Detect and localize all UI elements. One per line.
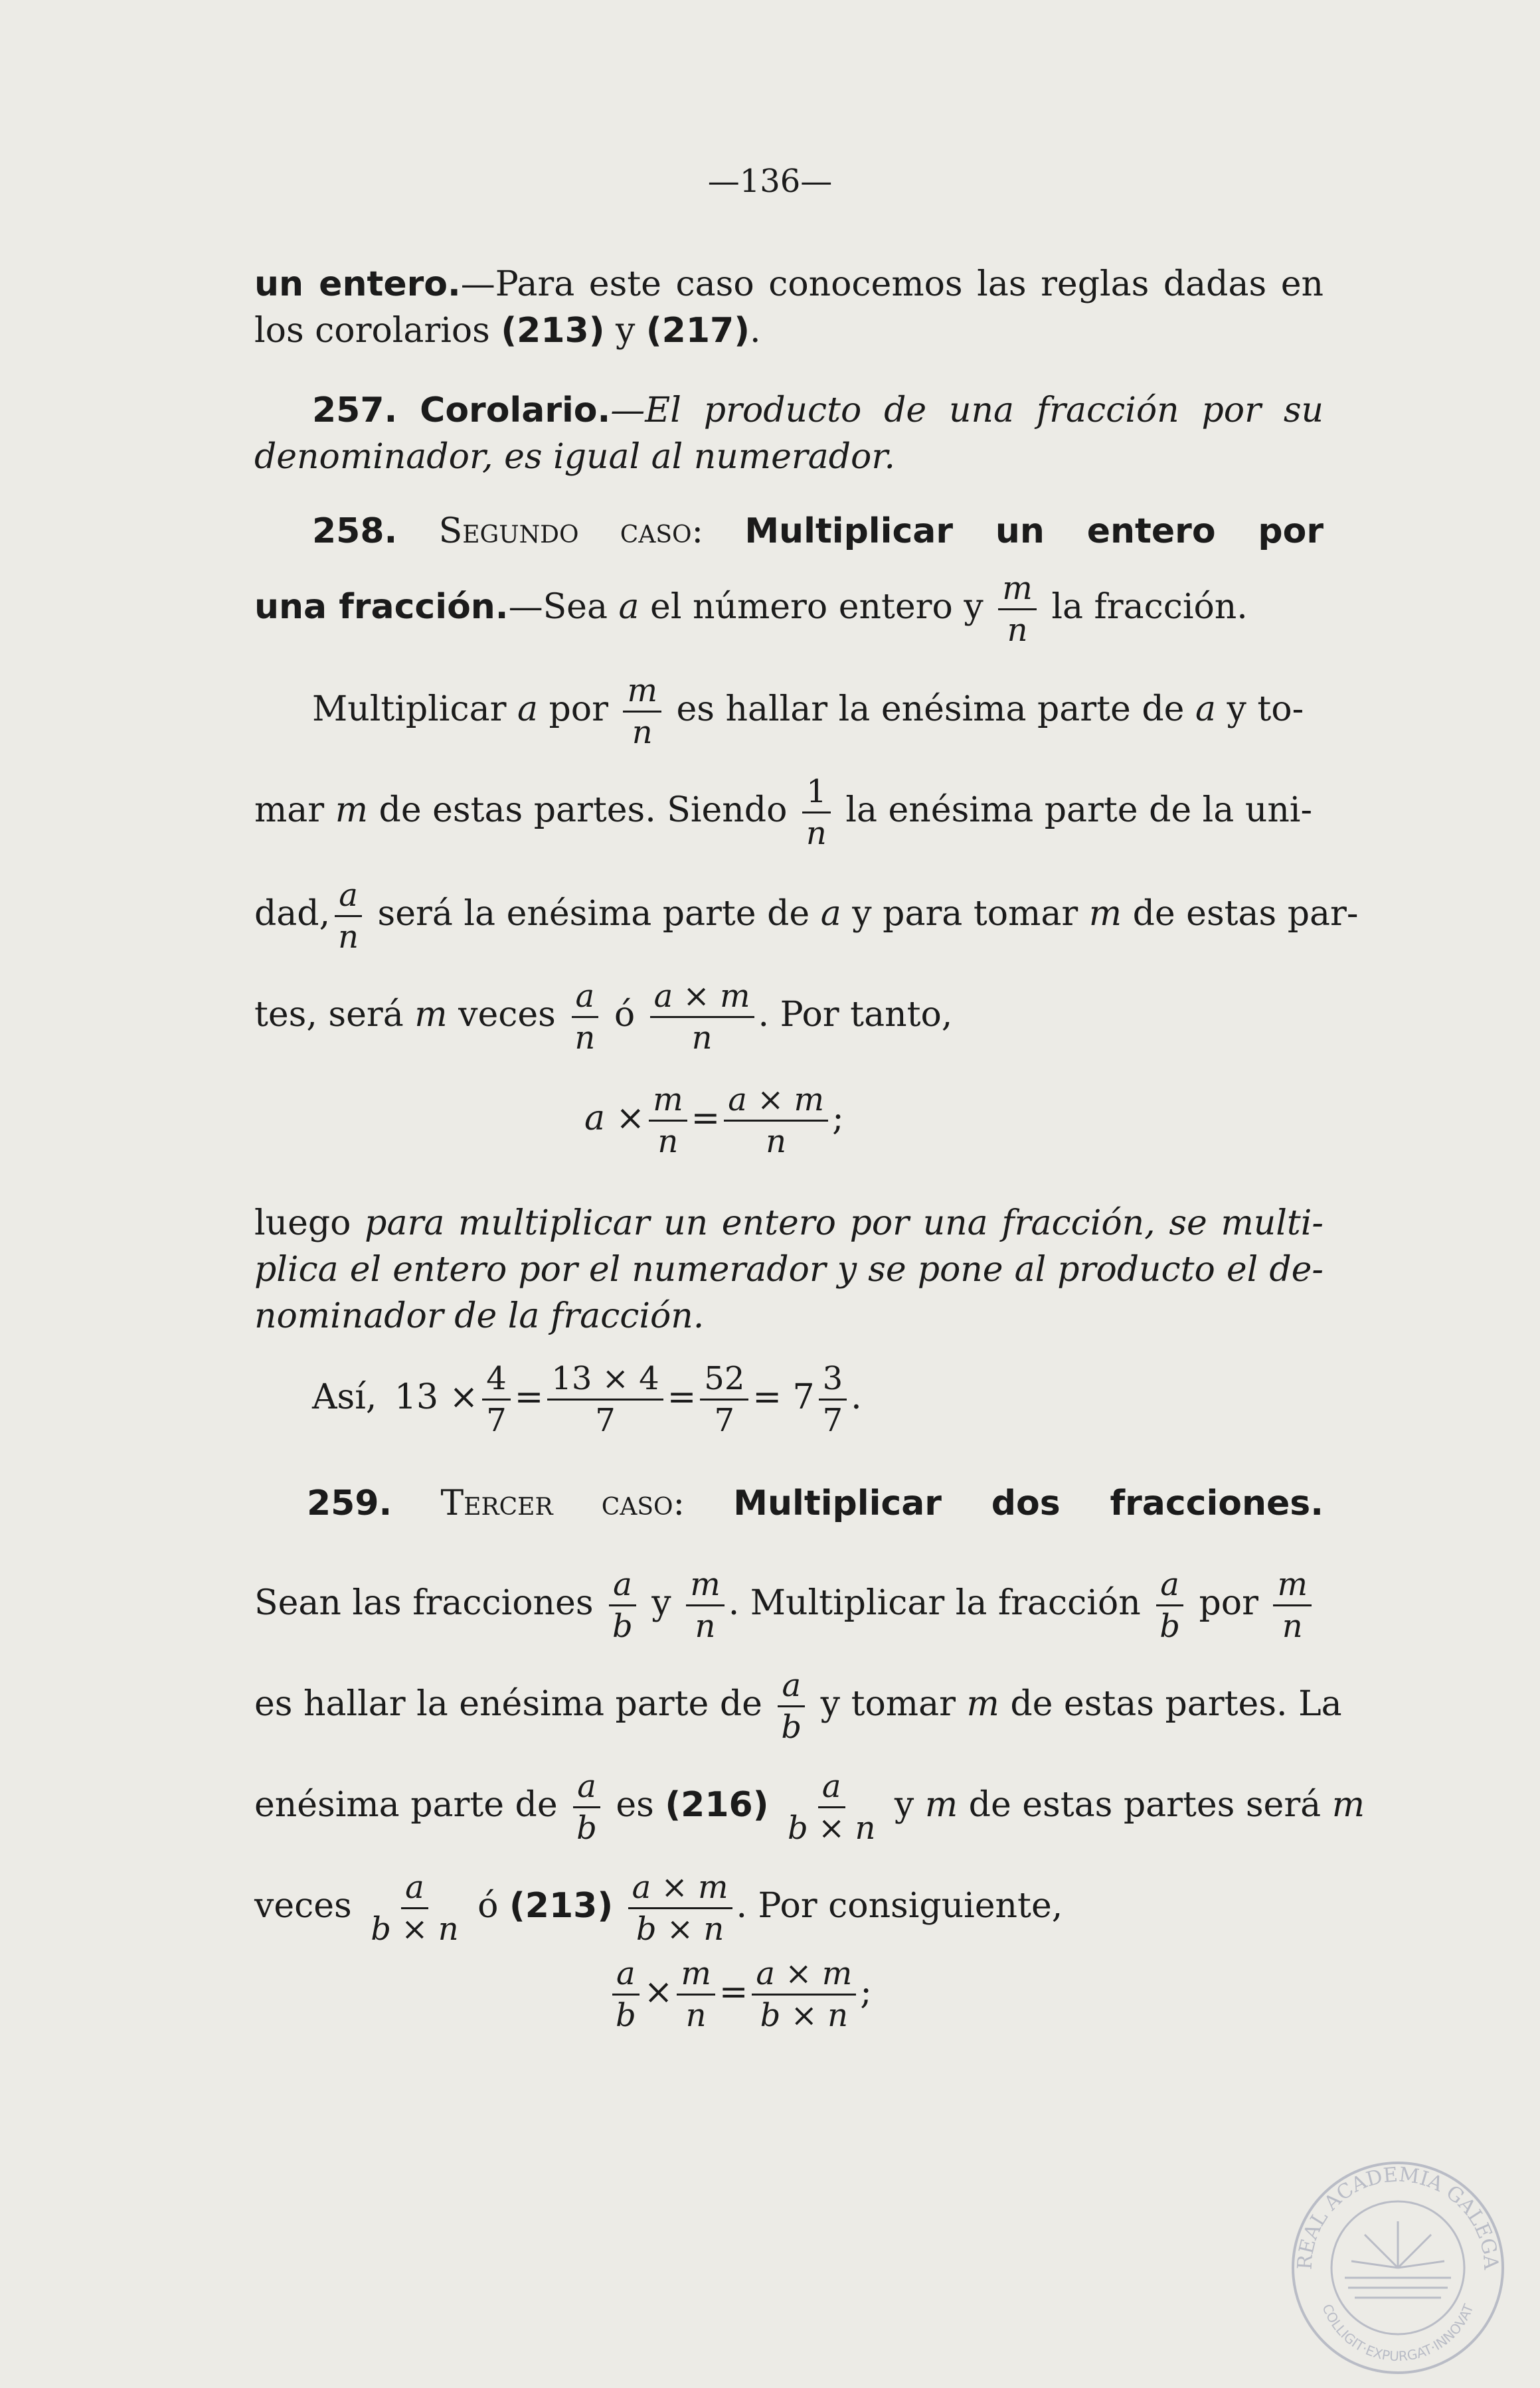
paragraph-line <box>254 1768 1365 1847</box>
fraction <box>612 1956 640 2033</box>
fraction <box>649 1082 687 1159</box>
section-title: Corolario. <box>420 390 611 430</box>
text: —Para este caso conocemos las reglas dadas en <box>460 264 1324 304</box>
paragraph-line <box>254 1202 1324 1244</box>
fraction <box>1273 1567 1312 1644</box>
text: veces <box>447 995 567 1035</box>
denominator: 7 <box>714 1402 735 1439</box>
example-equation <box>312 1361 862 1438</box>
text: de estas par- <box>1122 894 1359 934</box>
text: luego <box>254 1203 365 1243</box>
text: el número entero y <box>639 587 995 627</box>
stamp-text-bottom: COLLIGIT·EXPURGAT·INNOVAT <box>1319 2302 1477 2365</box>
text: es <box>604 1785 665 1825</box>
paragraph-line <box>254 774 1324 851</box>
equals-sign: = <box>691 1098 721 1138</box>
text: y para tomar <box>841 894 1089 934</box>
fraction <box>777 1668 806 1745</box>
section-259-heading <box>307 1482 1324 1525</box>
variable: a <box>1195 689 1216 729</box>
variable: m <box>335 790 369 830</box>
text: la fracción. <box>1040 587 1248 627</box>
denominator: b <box>612 1608 633 1645</box>
denominator: 7 <box>822 1402 843 1439</box>
text: mar <box>254 790 335 830</box>
fraction <box>608 1567 637 1644</box>
paragraph-line <box>254 1667 1342 1746</box>
text: será la enésima parte de <box>367 894 821 934</box>
section-number: 259. <box>307 1484 392 1523</box>
numerator: m <box>998 571 1037 610</box>
display-equation <box>584 1082 844 1159</box>
denominator: b × n <box>760 1997 849 2034</box>
paragraph-line: nominador de la fracción. <box>254 1296 705 1336</box>
text: enésima parte de <box>254 1785 569 1825</box>
text: es hallar la enésima parte de <box>665 689 1195 729</box>
run-in-heading: un entero. <box>254 264 461 304</box>
fraction <box>623 673 661 750</box>
section-number: 257. <box>312 390 398 430</box>
text: la enésima parte de la uni- <box>834 790 1313 830</box>
denominator: b <box>1159 1608 1180 1645</box>
text: —Sea <box>508 587 619 627</box>
denominator: b × n <box>371 1911 459 1948</box>
paragraph-line <box>254 571 1324 647</box>
fraction <box>700 1361 748 1438</box>
paragraph-line <box>254 979 1324 1055</box>
text: Multiplicar <box>312 689 517 729</box>
punctuation: . <box>851 1377 862 1417</box>
numerator: a <box>572 979 599 1018</box>
section-number: 258. <box>312 511 398 551</box>
text: y to- <box>1215 689 1304 729</box>
fraction <box>628 1870 732 1946</box>
section-title: Multiplicar un entero por <box>744 511 1324 551</box>
variable: a <box>820 894 841 934</box>
text: de estas partes será <box>958 1785 1332 1825</box>
text: Así, <box>312 1377 377 1417</box>
fraction <box>784 1769 879 1845</box>
variable: m <box>1331 1785 1365 1825</box>
paragraph-line: denominador, es igual al numerador. <box>254 437 895 477</box>
denominator: n <box>1282 1608 1303 1645</box>
fraction <box>547 1361 663 1438</box>
section-257-heading <box>312 389 1324 432</box>
text: tes, será <box>254 995 415 1035</box>
section-258-heading <box>312 510 1324 553</box>
equals-sign: = <box>719 1972 748 2012</box>
denominator: n <box>1007 612 1028 649</box>
case-label: Segundo caso: <box>438 511 704 551</box>
text: de estas partes. La <box>999 1684 1342 1724</box>
text: ó <box>466 1886 510 1926</box>
variable: m <box>414 995 448 1035</box>
text: por <box>537 689 620 729</box>
fraction <box>482 1361 511 1438</box>
fraction <box>334 878 363 954</box>
denominator: n <box>574 1019 596 1057</box>
term: a × <box>584 1098 645 1138</box>
fraction <box>677 1956 715 2033</box>
text: . Multiplicar la fracción <box>728 1583 1152 1623</box>
variable: m <box>966 1684 999 1724</box>
text: . <box>749 311 761 351</box>
whole-number: 7 <box>792 1377 815 1417</box>
equals-sign: = <box>514 1377 544 1417</box>
numerator: 1 <box>802 774 831 813</box>
denominator: n <box>695 1608 716 1645</box>
reference: (217) <box>645 311 750 351</box>
denominator: b <box>616 1997 636 2034</box>
numerator: m <box>623 673 661 713</box>
text: de estas partes. Siendo <box>368 790 798 830</box>
fraction <box>819 1361 847 1438</box>
text: y <box>883 1785 925 1825</box>
sun-icon <box>1345 2221 1451 2298</box>
numerator: 4 <box>482 1361 511 1401</box>
variable: a <box>618 587 640 627</box>
text: los corolarios <box>254 311 501 351</box>
paragraph-line <box>254 1567 1324 1644</box>
numerator: a × m <box>650 979 754 1018</box>
denominator: b × n <box>636 1911 725 1948</box>
reference: (213) <box>501 311 605 351</box>
fraction <box>367 1870 462 1946</box>
denominator: n <box>691 1019 713 1057</box>
text: es hallar la enésima parte de <box>254 1684 774 1724</box>
text: y tomar <box>810 1684 967 1724</box>
numerator: a <box>778 1668 805 1707</box>
text: veces <box>254 1886 363 1926</box>
stamp-text-top: REAL ACADEMIA GALEGA <box>1293 2163 1503 2270</box>
denominator: b × n <box>788 1810 876 1847</box>
text: dad, <box>254 894 331 934</box>
section-title: una fracción. <box>254 587 509 627</box>
numerator: a <box>1156 1567 1183 1606</box>
text: Sean las fracciones <box>254 1583 605 1623</box>
numerator: a <box>818 1769 845 1808</box>
text: y <box>604 311 646 351</box>
paragraph-line: plica el entero por el numerador y se pone al producto el de- <box>254 1250 1324 1290</box>
denominator: n <box>685 1997 707 2034</box>
numerator: 3 <box>819 1361 847 1401</box>
times-sign: × <box>643 1972 673 2012</box>
denominator: n <box>766 1123 787 1160</box>
fraction <box>650 979 754 1055</box>
equals-sign: = <box>667 1377 697 1417</box>
numerator: m <box>677 1956 715 1996</box>
paragraph-line <box>312 673 1381 750</box>
paragraph-line <box>254 1870 1324 1946</box>
fraction <box>686 1567 725 1644</box>
numerator: a <box>335 878 362 917</box>
denominator: n <box>632 714 653 751</box>
library-stamp <box>1278 2155 1517 2374</box>
variable: m <box>924 1785 958 1825</box>
numerator: a <box>612 1956 640 1996</box>
fraction <box>998 571 1037 647</box>
numerator: a <box>401 1870 428 1909</box>
page-number: —136— <box>707 163 833 200</box>
numerator: a × m <box>752 1956 856 1996</box>
denominator: b <box>576 1810 597 1847</box>
numerator: a <box>609 1567 636 1606</box>
paragraph-line <box>254 263 1324 305</box>
fraction <box>570 979 599 1055</box>
numerator: m <box>649 1082 687 1122</box>
denominator: n <box>338 918 359 956</box>
punctuation: ; <box>832 1098 844 1138</box>
text: . Por tanto, <box>758 995 953 1035</box>
text: y <box>640 1583 683 1623</box>
numerator: a × m <box>724 1082 828 1122</box>
rule-text: para multiplicar un entero por una fracción, se multi- <box>365 1203 1324 1243</box>
variable: m <box>1088 894 1122 934</box>
numerator: 52 <box>700 1361 748 1401</box>
denominator: b <box>781 1709 802 1746</box>
denominator: 7 <box>486 1402 507 1439</box>
denominator: 7 <box>595 1402 616 1439</box>
fraction <box>1155 1567 1184 1644</box>
numerator: a <box>573 1769 600 1808</box>
section-title: Multiplicar dos fracciones. <box>733 1484 1324 1523</box>
fraction <box>724 1082 828 1159</box>
fraction <box>572 1769 601 1845</box>
display-equation <box>608 1956 872 2033</box>
paragraph-line <box>254 309 1324 352</box>
denominator: n <box>806 815 827 852</box>
equals-sign: = <box>752 1377 782 1417</box>
text: —El producto de una fracción por su <box>610 390 1324 430</box>
text: por <box>1187 1583 1270 1623</box>
numerator: m <box>1273 1567 1312 1606</box>
term: 13 × <box>394 1377 479 1417</box>
reference: (213) <box>509 1886 614 1926</box>
case-label: Tercer caso: <box>440 1484 685 1523</box>
numerator: a × m <box>628 1870 732 1909</box>
denominator: n <box>657 1123 679 1160</box>
text: . Por consiguiente, <box>736 1886 1063 1926</box>
fraction <box>802 774 831 851</box>
numerator: 13 × 4 <box>547 1361 663 1401</box>
reference: (216) <box>665 1785 769 1825</box>
fraction <box>752 1956 856 2033</box>
numerator: m <box>686 1567 725 1606</box>
punctuation: ; <box>860 1972 872 2012</box>
paragraph-line <box>254 877 1359 956</box>
variable: a <box>517 689 538 729</box>
text: ó <box>603 995 646 1035</box>
